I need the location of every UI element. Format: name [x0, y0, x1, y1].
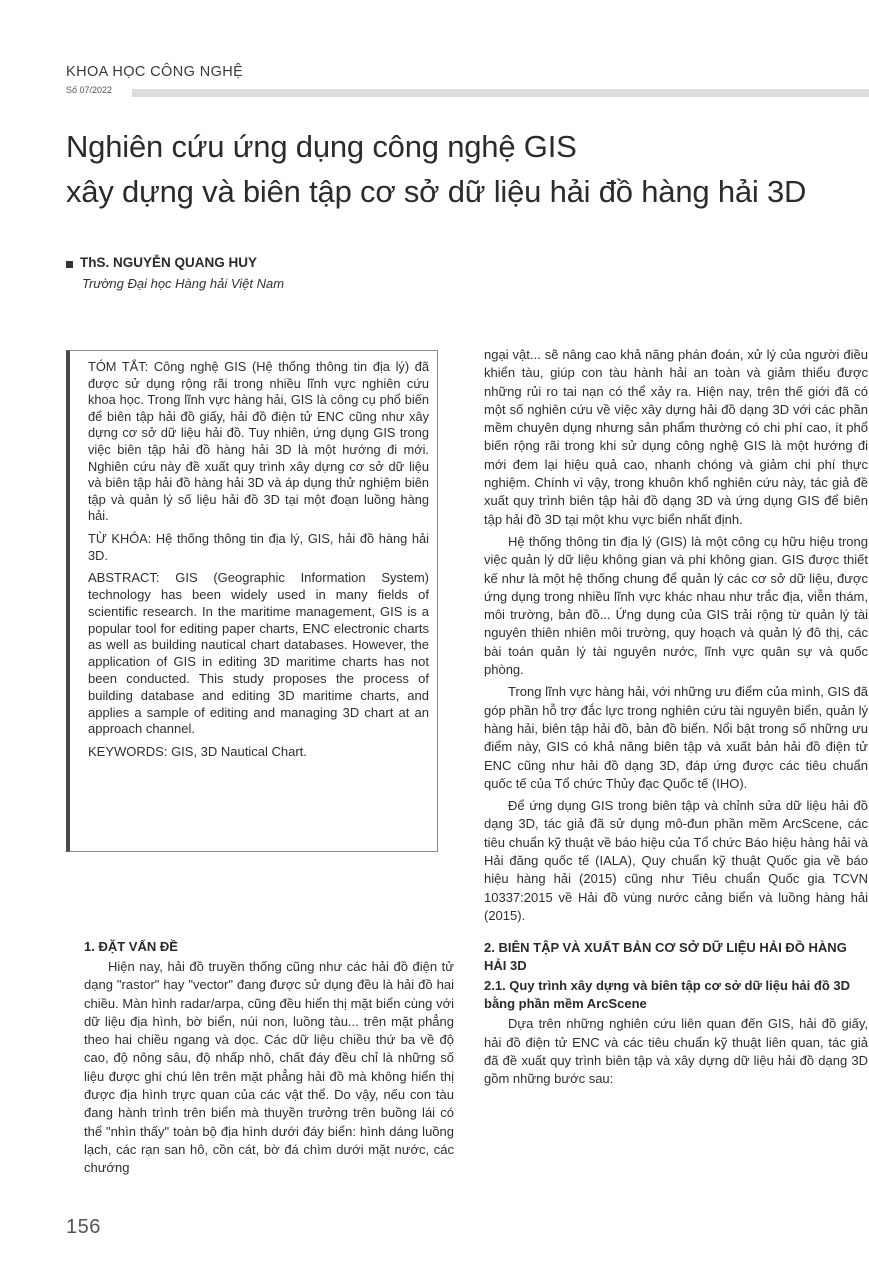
page-number: 156: [66, 1216, 101, 1238]
article-title: [66, 124, 856, 214]
left-column: [84, 938, 454, 1178]
header-rule: [132, 89, 869, 97]
subsection-heading: 2.1. Quy trình xây dựng và biên tập cơ sở dữ liệu hải đồ 3D bằng phần mềm ArcScene: [484, 978, 850, 1012]
body-paragraph: Hiện nay, hải đồ truyền thống cũng như các hải đồ điện tử dạng "rastor" hay "vector" đang được sử dụng đều là hải đồ hai chiều. Màn hình radar/arpa, cũng đều hiển thị mặt biển cùng với dữ liệu địa hình, bờ biển, núi non, luồng tàu... trên mặt phẳng theo hai chiều ngang và dọc. Các dữ liệu chiều thứ ba về độ cao, độ nông sâu, độ nhấp nhô, chất đáy đều chỉ là những số liệu được ghi chú lên trên mặt phẳng hải đồ mà không hiển thị được địa hình trực quan của các vật thể. Do vậy, nếu con tàu đang hành trình trên biển mà thuyền trưởng trên buồng lái có thể "nhìn thấy" toàn bộ địa hình dưới đáy biển: hình dáng luồng lạch, các rạn san hô, cồn cát, bờ đá chìm dưới mặt nước, các chướng: [84, 959, 454, 1176]
body-paragraph: Hệ thống thông tin địa lý (GIS) là một công cụ hữu hiệu trong việc quản lý dữ liệu không gian và phi không gian. GIS được thiết kế như là một hệ thống chung để quản lý các cơ sở dữ liệu, được ứng dụng trong nhiều lĩnh vực khác nhau như trắc địa, viễn thám, môi trường, bản đồ... Ứng dụng của GIS trải rộng từ quản lý tài nguyên thiên nhiên môi trường, quy hoạch và quản lý đô thị, các bài toán quản lý tài nguyên nước, lĩnh vực quân sự và quốc phòng.: [484, 533, 868, 678]
body-paragraph: Dựa trên những nghiên cứu liên quan đến GIS, hải đồ giấy, hải đồ điện tử ENC và các tiêu chuẩn kỹ thuật liên quan, tác giả đã đề xuất quy trình biên tập và xây dựng dữ liệu hải đồ dạng 3D gồm những bước sau:: [484, 1016, 868, 1087]
summary-vi: TÓM TẮT: Công nghệ GIS (Hệ thống thông tin địa lý) đã được sử dụng rộng rãi trong nhiều lĩnh vực nghiên cứu khoa học. Trong lĩnh vực hàng hải, GIS là công cụ phổ biến để biên tập hải đồ giấy, hải đồ điện tử ENC cũng như xây dựng cơ sở dữ liệu hải đồ. Tuy nhiên, ứng dụng GIS trong việc biên tập hải đồ hàng hải 3D là một hướng đi mới. Nghiên cứu này đề xuất quy trình xây dựng cơ sở dữ liệu và biên tập hải đồ hàng hải 3D và áp dụng thử nghiệm biên tập và quản lý số liệu hải đồ 3D tại một đoạn luồng hàng hải.: [88, 359, 429, 524]
body-paragraph: ngại vật... sẽ nâng cao khả năng phán đoán, xử lý của người điều khiển tàu, giúp con tàu hành hải an toàn và giảm thiểu được những rủi ro tai nạn có thể xảy ra. Hiện nay, trên thế giới đã có một số nghiên cứu về việc xây dựng hải đồ dạng 3D với các phần mềm chuyên dụng nhưng sản phẩm thường có chi phí cao, ít phổ biến rộng rãi trong khi sử dụng công nghệ GIS là một hướng đi mới đem lại hiệu quả cao, nhanh chóng và giảm chi phí thực nghiệm. Chính vì vậy, trong khuôn khổ nghiên cứu này, tác giả đề xuất quy trình biên tập hải đồ dạng 3D và ứng dụng GIS để biên tập hải đồ 3D tại một khu vực biển nhất định.: [484, 347, 868, 527]
section-label: KHOA HỌC CÔNG NGHỆ: [66, 64, 244, 80]
author-bullet-icon: [66, 261, 73, 268]
title-line-1: Nghiên cứu ứng dụng công nghệ GIS: [66, 129, 577, 164]
abstract-box: [66, 350, 438, 852]
section-heading-1: 1. ĐẶT VẤN ĐỀ: [84, 939, 178, 954]
body-paragraph: Trong lĩnh vực hàng hải, với những ưu điểm của mình, GIS đã góp phần hỗ trợ đắc lực trong nghiên cứu tài nguyên biển, quản lý hàng hải, biên tập hải đồ, bản đồ biển. Nổi bật trong số những ưu điểm này, GIS có khả năng biên tập và xuất bản hải đồ điện tử ENC cũng như hải đồ dạng 3D, đáp ứng được các tiêu chuẩn quốc tế của Tổ chức Thủy đạc Quốc tế (IHO).: [484, 684, 868, 791]
keywords-en: KEYWORDS: GIS, 3D Nautical Chart.: [88, 744, 307, 760]
section-heading-2: 2. BIÊN TẬP VÀ XUẤT BẢN CƠ SỞ DỮ LIỆU HẢI ĐỒ HÀNG HẢI 3D: [484, 940, 847, 974]
keywords-vi: TỪ KHÓA: Hệ thống thông tin địa lý, GIS, hải đồ hàng hải 3D.: [88, 530, 429, 563]
abstract-en: ABSTRACT: GIS (Geographic Information System) technology has been widely used in many fields of scientific research. In the maritime management, GIS is a popular tool for editing paper charts, ENC electronic charts as well as building nautical chart databases. However, the application of GIS in editing 3D maritime charts has not been conducted. This study proposes the process of building database and editing 3D maritime charts, and applies a sample of editing and managing 3D chart at an approach channel.: [88, 570, 429, 737]
title-line-2: xây dựng và biên tập cơ sở dữ liệu hải đồ hàng hải 3D: [66, 174, 807, 209]
author-name: ThS. NGUYỄN QUANG HUY: [80, 255, 258, 270]
issue-number: Số 07/2022: [66, 85, 113, 95]
author-affiliation: Trường Đại học Hàng hải Việt Nam: [82, 276, 285, 291]
body-paragraph: Để ứng dụng GIS trong biên tập và chỉnh sửa dữ liệu hải đồ dạng 3D, tác giả đã sử dụng mô-đun phần mềm ArcScene, các tiêu chuẩn kỹ thuật về báo hiệu của Tổ chức Báo hiệu hàng hải và Hải đăng quốc tế (IALA), Quy chuẩn kỹ thuật Quốc gia về báo hiệu hàng hải (2015) cũng như Tiêu chuẩn Quốc gia TCVN 10337:2015 về Hải đồ vùng nước cảng biển và luồng hàng hải (2015).: [484, 798, 868, 923]
right-column: [484, 346, 868, 1088]
